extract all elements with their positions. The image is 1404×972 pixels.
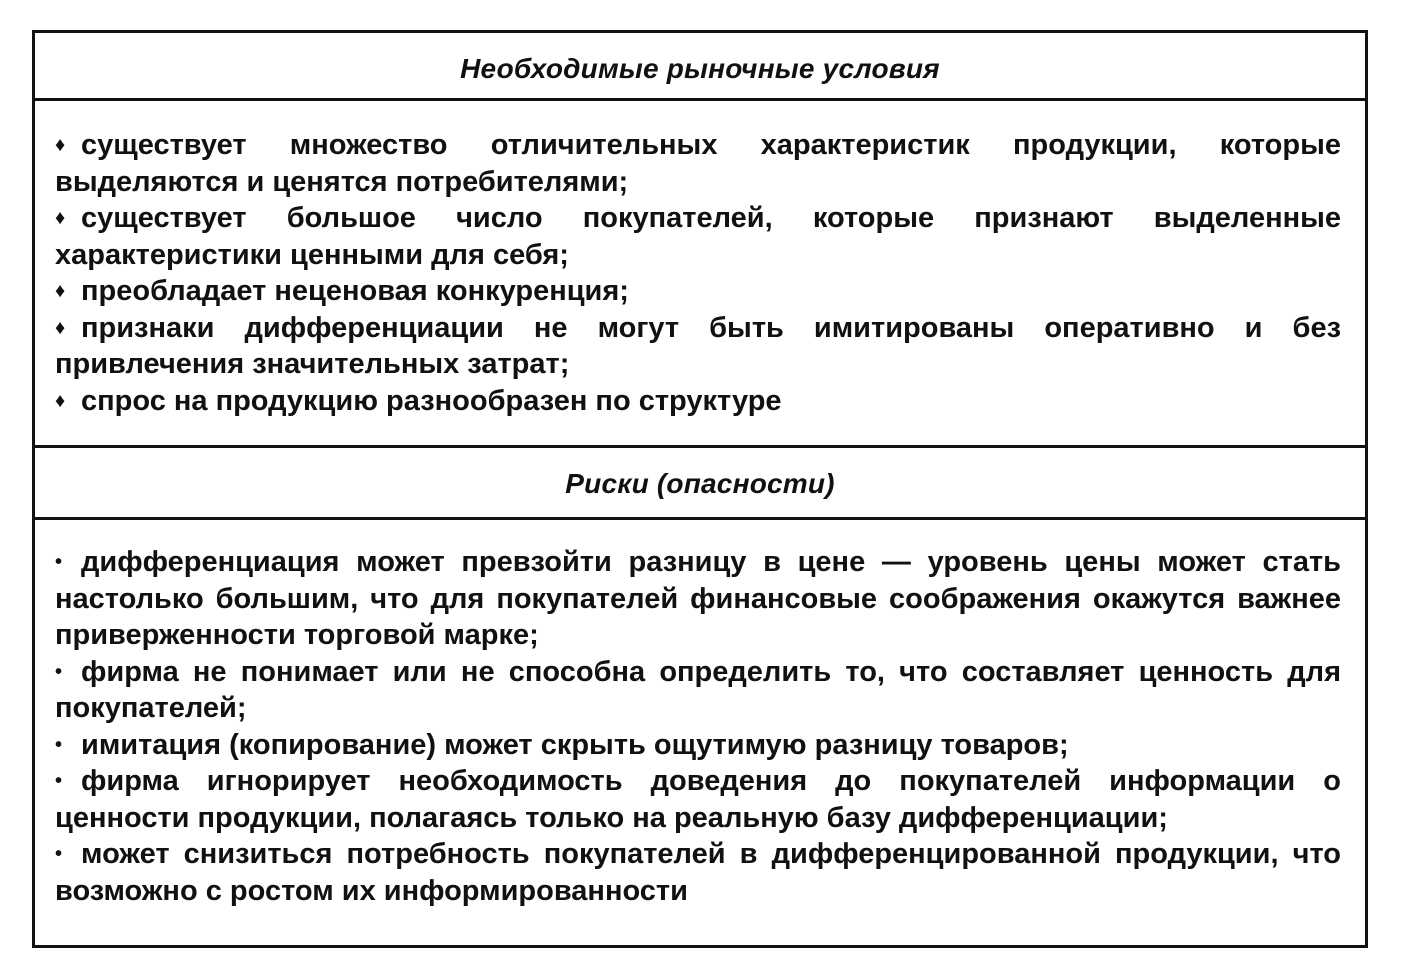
dot-bullet-icon: • — [55, 660, 63, 683]
list-item: ♦ спрос на продукцию разнообразен по структуре — [55, 383, 1341, 420]
section-divider — [35, 445, 1365, 448]
risks-title: Риски (опасности) — [565, 468, 835, 499]
diamond-bullet-icon: ♦ — [55, 389, 66, 412]
requirements-risks-table — [32, 30, 1368, 948]
diamond-bullet-icon: ♦ — [55, 316, 66, 339]
risks-header — [35, 470, 1365, 498]
diamond-bullet-icon: ♦ — [55, 207, 66, 229]
dot-bullet-icon: • — [55, 733, 63, 756]
diamond-bullet-icon: ♦ — [55, 280, 66, 302]
list-item: • имитация (копирование) может скрыть ощутимую разницу товаров; — [55, 727, 1341, 764]
list-item: ♦ существует множество отличительных характеристик продукции, которые выделяются и ценятся потребителями; — [55, 129, 1341, 198]
conditions-header — [35, 55, 1365, 83]
list-item: ♦ преобладает неценовая конкуренция; — [55, 273, 1341, 310]
dot-bullet-icon: • — [55, 551, 63, 573]
header-divider-bottom — [35, 517, 1365, 520]
list-item: ♦ признаки дифференциации не могут быть имитированы оперативно и без привлечения значительных затрат; — [55, 311, 1341, 380]
list-item: ♦ существует большое число покупателей, которые признают выделенные характеристики ценными для себя; — [55, 202, 1341, 271]
header-divider-top — [35, 98, 1365, 101]
conditions-title: Необходимые рыночные условия — [460, 53, 940, 84]
dot-bullet-icon: • — [55, 843, 63, 865]
risks-list — [35, 544, 1365, 909]
list-item: • фирма не понимает или не способна определить то, что составляет ценность для покупателей; — [55, 655, 1341, 724]
dot-bullet-icon: • — [55, 770, 63, 792]
conditions-list — [35, 127, 1365, 419]
list-item: • фирма игнорирует необходимость доведения до покупателей информации о ценности продукции, полагаясь только на реальную базу дифференциации; — [55, 765, 1341, 834]
list-item: • может снизиться потребность покупателей в дифференцированной продукции, что возможно с ростом их информированности — [55, 838, 1341, 907]
diamond-bullet-icon: ♦ — [55, 134, 66, 156]
list-item: • дифференциация может превзойти разницу в цене — уровень цены может стать настолько большим, что для покупателей финансовые соображения окажутся важнее приверженности торговой марке; — [55, 546, 1341, 651]
